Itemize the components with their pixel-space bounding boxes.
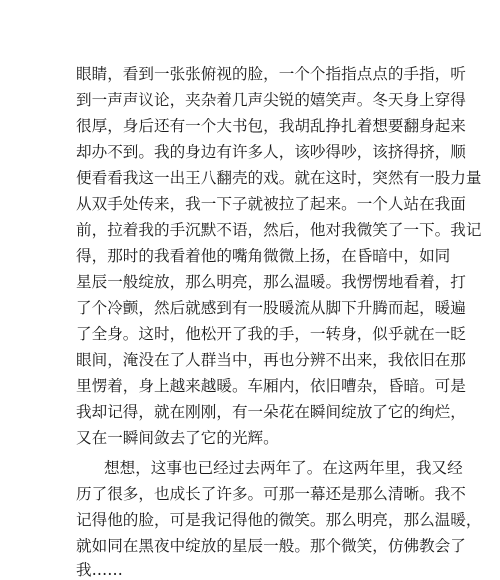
text-line: 记得他的脸，可是我记得他的微笑。那么明亮，那么温暖， xyxy=(76,511,482,529)
text-line: 便看看我这一出王八翻壳的戏。就在这时，突然有一股力量 xyxy=(76,169,482,187)
text-line: 前，拉着我的手沉默不语，然后，他对我微笑了一下。我记 xyxy=(76,221,482,239)
text-line: 星辰一般绽放，那么明亮，那么温暖。我愣愣地看着，打 xyxy=(76,273,466,291)
text-line: 我…… xyxy=(76,561,123,579)
text-line: 到一声声议论，夹杂着几声尖锐的嬉笑声。冬天身上穿得 xyxy=(76,91,466,109)
text-line: 眼睛，看到一张张俯视的脸，一个个指指点点的手指，听 xyxy=(76,65,466,83)
text-line: 里愣着，身上越来越暖。车厢内，依旧嘈杂，昏暗。可是 xyxy=(76,377,466,395)
text-line: 又在一瞬间敛去了它的光辉。 xyxy=(76,429,279,447)
text-line: 想想，这事也已经过去两年了。在这两年里，我又经 xyxy=(104,459,463,477)
text-line: 了个冷颤，然后就感到有一股暖流从脚下升腾而起，暖遍 xyxy=(76,299,466,317)
text-line: 却办不到。我的身边有许多人，该吵得吵，该挤得挤，顺 xyxy=(76,143,466,161)
text-line: 历了很多，也成长了许多。可那一幕还是那么清晰。我不 xyxy=(76,485,466,503)
text-line: 我却记得，就在刚刚，有一朵花在瞬间绽放了它的绚烂， xyxy=(76,403,466,421)
text-line: 从双手处传来，我一下子就被拉了起来。一个人站在我面 xyxy=(76,195,466,213)
text-line: 很厚，身后还有一个大书包，我胡乱挣扎着想要翻身起来 xyxy=(76,117,466,135)
text-line: 眼间，淹没在了人群当中，再也分辨不出来，我依旧在那 xyxy=(76,351,466,369)
text-line: 得，那时的我看着他的嘴角微微上扬，在昏暗中，如同 xyxy=(76,247,451,265)
text-line: 了全身。这时，他松开了我的手，一转身，似乎就在一眨 xyxy=(76,325,466,343)
text-line: 就如同在黑夜中绽放的星辰一般。那个微笑，仿佛教会了 xyxy=(76,537,466,555)
